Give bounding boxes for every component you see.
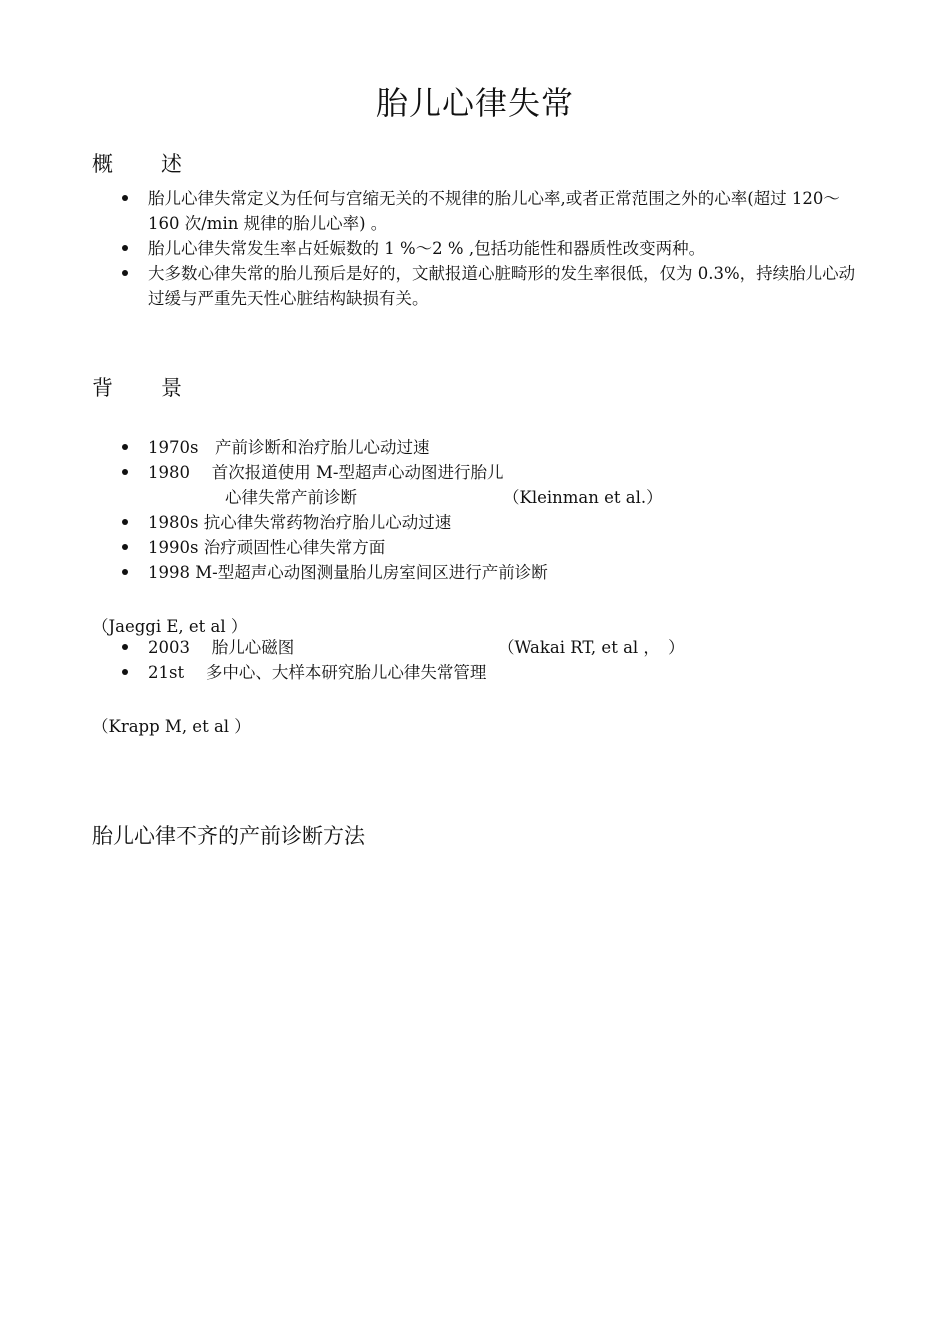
citation-kleinman: （Kleinman et al.） [503, 488, 663, 507]
background-heading [92, 372, 182, 402]
list-item: 1990s 治疗顽固性心律失常方面 [118, 535, 863, 560]
list-item-continuation [118, 485, 863, 510]
list-item: 1998 M-型超声心动图测量胎儿房室间区进行产前诊断 [118, 560, 863, 585]
overview-heading-char-2: 述 [161, 152, 182, 176]
list-item: 1980s 抗心律失常药物治疗胎儿心动过速 [118, 510, 863, 535]
list-item: 胎儿心律失常定义为任何与宫缩无关的不规律的胎儿心率,或者正常范围之外的心率(超过 120～160 次/min 规律的胎儿心率) 。 [118, 186, 863, 236]
background-list-2 [118, 635, 863, 685]
overview-heading-char-1: 概 [92, 152, 113, 176]
list-item: 大多数心律失常的胎儿预后是好的，文献报道心脏畸形的发生率很低，仅为 0.3%，持续胎儿心动过缓与严重先天性心脏结构缺损有关。 [118, 261, 863, 311]
overview-heading [92, 148, 182, 178]
background-heading-char-1: 背 [92, 376, 113, 400]
list-item: 21st 多中心、大样本研究胎儿心律失常管理 [118, 660, 863, 685]
list-item: 1970s 产前诊断和治疗胎儿心动过速 [118, 435, 863, 460]
citation-jaeggi: （Jaeggi E, et al ） [92, 617, 248, 636]
page-title: 胎儿心律失常 [375, 84, 574, 122]
item-2003-text: 2003 胎儿心磁图 [148, 638, 295, 657]
item-continuation-text: 心律失常产前诊断 [225, 488, 357, 507]
section-heading-diagnosis: 胎儿心律不齐的产前诊断方法 [92, 824, 365, 848]
citation-krapp: （Krapp M, et al ） [92, 717, 251, 736]
background-list [118, 435, 863, 585]
list-item: 1980 首次报道使用 M-型超声心动图进行胎儿 [118, 460, 863, 485]
overview-list [118, 186, 863, 311]
list-item [118, 635, 863, 660]
background-heading-char-2: 景 [161, 376, 182, 400]
citation-wakai: （Wakai RT, et al ， ） [498, 638, 685, 657]
list-item: 胎儿心律失常发生率占妊娠数的 1 %～2 % ,包括功能性和器质性改变两种。 [118, 236, 863, 261]
